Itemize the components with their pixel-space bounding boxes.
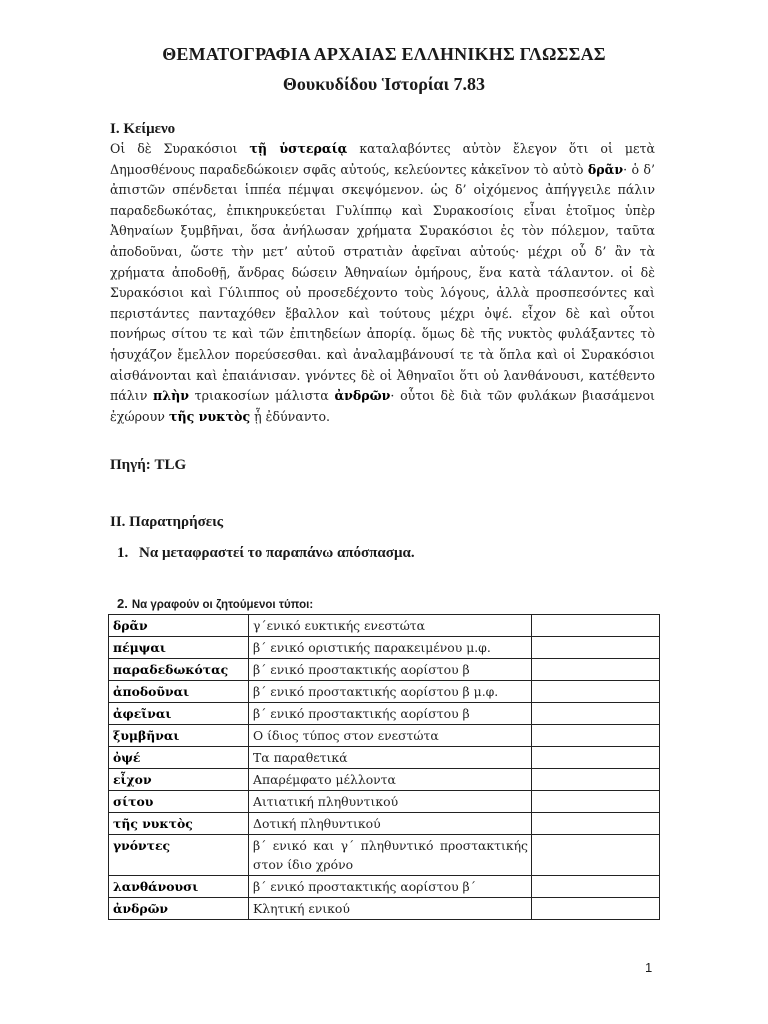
answer-cell[interactable] (532, 637, 660, 659)
passage-text: · ὁ δ’ ἀπιστῶν σπένδεται ἱππέα πέμψαι σκεψόμενον. ὡς δ’ οἰχόμενος ἀπήγγειλε πάλιν παραδεδωκότας, ἐπικηρυκεύεται Γυλίππῳ καὶ Συρακοσίοις εἶναι ἑτοῖμος ὑπὲρ Ἀθηναίων ξυμβῆναι, ὅσα ἀνήλωσαν χρήματα Συρακόσιοι ἐς τὸν πόλεμον, ταῦτα ἀποδοῦναι, ὥστε τὴν μετ’ αὐτοῦ στρατιὰν ἀφεῖναι αὐτούς· μέχρι οὗ δ’ ἂν τὰ χρήματα ἀποδοθῇ, ἄνδρας δώσειν Ἀθηναίων ὁμήρους, ἕνα κατὰ τάλαντον. οἱ δὲ Συρακόσιοι καὶ Γύλιππος οὐ προσεδέχοντο τοὺς λόγους, ἀλλὰ προσπεσόντες καὶ περιστάντες πανταχόθεν ἔβαλλον καὶ τούτους μέχρι ὀψέ. εἶχον δὲ καὶ οὗτοι πονήρως σίτου τε καὶ τῶν ἐπιτηδείων ἀπορίᾳ. ὅμως δὲ τῆς νυκτὸς φυλάξαντες τὸ ἡσυχάζον ἔμελλον πορεύσεσθαι. καὶ ἀναλαμβάνουσί τε τὰ ὅπλα καὶ οἱ Συρακόσιοι αἰσθάνονται καὶ ἐπαιάνισαν. γνόντες δὲ οἱ Ἀθηναῖοι ὅτι οὐ λανθάνουσι, κατέθεντο πάλιν (110, 161, 655, 404)
source-citation: Πηγή: TLG (110, 457, 187, 473)
answer-cell[interactable] (532, 681, 660, 703)
page-number: 1 (645, 960, 653, 975)
table-row (109, 659, 660, 681)
question-text: Να μεταφραστεί το παραπάνω απόσπασμα. (139, 545, 415, 561)
requested-form-cell: β΄ ενικό οριστικής παρακειμένου μ.φ. (249, 637, 532, 659)
ancient-greek-passage (110, 139, 655, 427)
requested-form-cell: β΄ ενικό και γ΄ πληθυντικό προστακτικής στον ίδιο χρόνο (249, 835, 532, 876)
form-word-cell: πέμψαι (109, 637, 249, 659)
form-word-cell: παραδεδωκότας (109, 659, 249, 681)
highlighted-word: δρᾶν (587, 161, 624, 177)
passage-text: Οἱ δὲ Συρακόσιοι (110, 141, 250, 156)
requested-form-cell: Απαρέμφατο μέλλοντα (249, 769, 532, 791)
table-row (109, 876, 660, 898)
table-row (109, 615, 660, 637)
answer-cell[interactable] (532, 898, 660, 920)
form-word-cell: ἀφεῖναι (109, 703, 249, 725)
highlighted-word: ἀνδρῶν (334, 388, 391, 404)
form-word-cell: λανθάνουσι (109, 876, 249, 898)
passage-text: καταλαβόντες αὐτὸν ἔλεγον ὅτι οἱ μετὰ Δημοσθένους παραδεδώκοιεν σφᾶς αὐτούς, κελεύοντες κἀκεῖνον τὸ αὐτὸ (110, 141, 655, 177)
form-word-cell: ὀψέ (109, 747, 249, 769)
question-translate (117, 545, 415, 562)
table-row (109, 681, 660, 703)
document-title: ΘΕΜΑΤΟΓΡΑΦΙΑ ΑΡΧΑΙΑΣ ΕΛΛΗΝΙΚΗΣ ΓΛΩΣΣΑΣ (162, 44, 606, 64)
answer-cell[interactable] (532, 791, 660, 813)
document-subtitle: Θουκυδίδου Ἱστορίαι 7.83 (282, 74, 486, 94)
table-row (109, 813, 660, 835)
answer-cell[interactable] (532, 725, 660, 747)
highlighted-word: πλὴν (153, 388, 189, 404)
form-word-cell: τῆς νυκτὸς (109, 813, 249, 835)
table-row (109, 725, 660, 747)
form-word-cell: ξυμβῆναι (109, 725, 249, 747)
requested-form-cell: Ο ίδιος τύπος στον ενεστώτα (249, 725, 532, 747)
question-number: 1. (117, 545, 129, 561)
form-word-cell: εἶχον (109, 769, 249, 791)
passage-text: ᾗ ἐδύναντο. (250, 408, 331, 424)
section-heading-text: Ι. Κείμενο (110, 121, 176, 137)
question-forms (117, 596, 313, 611)
form-word-cell: ἀνδρῶν (109, 898, 249, 920)
answer-cell[interactable] (532, 769, 660, 791)
question-text: Να γραφούν οι ζητούμενοι τύποι: (131, 599, 314, 611)
passage-text: τριακοσίων μάλιστα (189, 388, 335, 404)
answer-cell[interactable] (532, 876, 660, 898)
requested-form-cell: Αιτιατική πληθυντικού (249, 791, 532, 813)
table-row (109, 835, 660, 876)
requested-form-cell: Κλητική ενικού (249, 898, 532, 920)
answer-cell[interactable] (532, 747, 660, 769)
table-row (109, 747, 660, 769)
answer-cell[interactable] (532, 835, 660, 876)
table-row (109, 898, 660, 920)
form-word-cell: σίτου (109, 791, 249, 813)
requested-form-cell: β΄ ενικό προστακτικής αορίστου β (249, 703, 532, 725)
form-word-cell: γνόντες (109, 835, 249, 876)
highlighted-word: τῇ ὑστεραίᾳ (249, 141, 348, 156)
table-row (109, 791, 660, 813)
answer-cell[interactable] (532, 703, 660, 725)
table-row (109, 703, 660, 725)
passage-text: · οὗτοι δὲ διὰ τῶν φυλάκων βιασάμενοι ἐχώρουν (110, 388, 655, 424)
answer-cell[interactable] (532, 615, 660, 637)
section-heading-observations: ΙΙ. Παρατηρήσεις (110, 514, 224, 530)
grammar-forms-table (108, 614, 660, 920)
answer-cell[interactable] (532, 813, 660, 835)
requested-form-cell: β΄ ενικό προστακτικής αορίστου β μ.φ. (249, 681, 532, 703)
requested-form-cell: Τα παραθετικά (249, 747, 532, 769)
table-row (109, 769, 660, 791)
answer-cell[interactable] (532, 659, 660, 681)
form-word-cell: ἀποδοῦναι (109, 681, 249, 703)
requested-form-cell: γ΄ενικό ευκτικής ενεστώτα (249, 615, 532, 637)
requested-form-cell: β΄ ενικό προστακτικής αορίστου β (249, 659, 532, 681)
requested-form-cell: β΄ ενικό προστακτικής αορίστου β΄ (249, 876, 532, 898)
form-word-cell: δρᾶν (109, 615, 249, 637)
table-row (109, 637, 660, 659)
question-number: 2. (117, 596, 128, 611)
requested-form-cell: Δοτική πληθυντικού (249, 813, 532, 835)
highlighted-word: τῆς νυκτὸς (168, 408, 251, 424)
